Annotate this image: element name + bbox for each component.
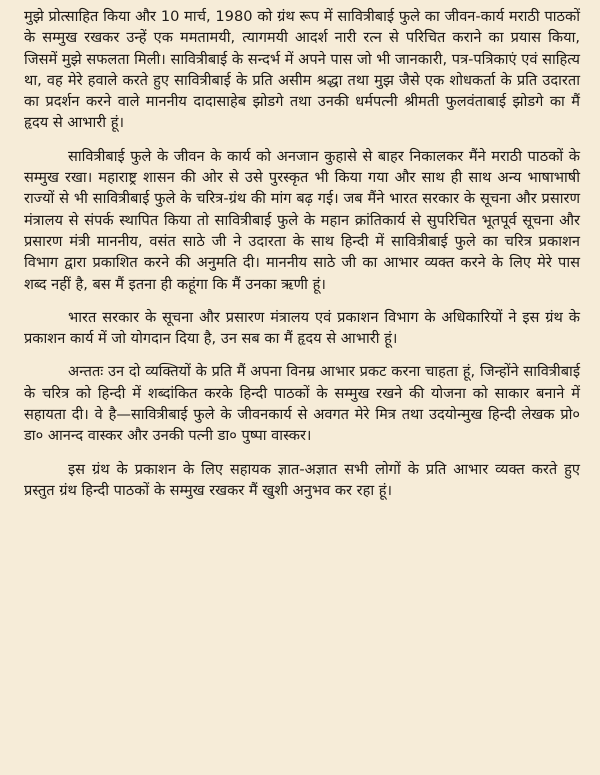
paragraph-3: भारत सरकार के सूचना और प्रसारण मंत्रालय एवं प्रकाशन विभाग के अधिकारियों ने इस ग्रंथ के प्रकाशन कार्य में जो योगदान दिया है, उन सब का मैं हृदय से आभारी हूं। (24, 308, 580, 348)
paragraph-1: मुझे प्रोत्साहित किया और 10 मार्च, 1980 को ग्रंथ रूप में सावित्रीबाई फुले का जीवन-कार्य मराठी पाठकों के सम्मुख रखकर उन्हें एक ममतामयी, त्यागमयी आदर्श नारी रत्न से परिचित कराने का प्रयास किया, जिसमें मुझे सफलता मिली। सावित्रीबाई के सन्दर्भ में अपने पास जो भी जानकारी, पत्र-पत्रिकाएं एवं साहित्य था, वह मेरे हवाले करते हुए सावित्रीबाई के प्रति असीम श्रद्धा तथा मुझ जैसे एक शोधकर्ता के प्रति उदारता का प्रदर्शन करने वाले माननीय दादासाहेब झोडगे तथा उनकी धर्मपत्नी श्रीमती फुलवंताबाई झोडगे का मैं हृदय से आभारी हूं। (24, 8, 580, 132)
paragraph-5: इस ग्रंथ के प्रकाशन के लिए सहायक ज्ञात-अज्ञात सभी लोगों के प्रति आभार व्यक्त करते हुए प्रस्तुत ग्रंथ हिन्दी पाठकों के सम्मुख रखकर मैं खुशी अनुभव कर रहा हूं। (24, 460, 580, 499)
paragraph-2: सावित्रीबाई फुले के जीवन के कार्य को अनजान कुहासे से बाहर निकालकर मैंने मराठी पाठकों के सम्मुख रखा। महाराष्ट्र शासन की ओर से उसे पुरस्कृत भी किया गया और साथ ही साथ अन्य भाषाभाषी राज्यों से भी सावित्रीबाई फुले के चरित्र-ग्रंथ की मांग बढ़ गई। जब मैंने भारत सरकार के सूचना और प्रसारण मंत्रालय से संपर्क स्थापित किया तो सावित्रीबाई फुले के महान क्रांतिकार्य से सुपरिचित भूतपूर्व सूचना और प्रसारण मंत्री माननीय, वसंत साठे जी ने उदारता के साथ हिन्दी में सावित्रीबाई फुले का चरित्र प्रकाशन विभाग द्वारा प्रकाशित करने की अनुमति दी। माननीय साठे जी का आभार व्यक्त करने के लिए मेरे पास शब्द नहीं है, बस मैं इतना ही कहूंगा कि मैं उनका ऋणी हूं। (24, 147, 580, 293)
paragraph-4: अन्ततः उन दो व्यक्तियों के प्रति मैं अपना विनम्र आभार प्रकट करना चाहता हूं, जिन्होंने सावित्रीबाई के चरित्र को हिन्दी में शब्दांकित करके हिन्दी पाठकों के सम्मुख रखने की योजना को साकार बनाने में सहायता दी। वे है—सावित्रीबाई फुले के जीवनकार्य से अवगत मेरे मित्र तथा उदयोन्मुख हिन्दी लेखक प्रो० डा० आनन्द वास्कर और उनकी पत्नी डा० पुष्पा वास्कर। (24, 363, 580, 445)
